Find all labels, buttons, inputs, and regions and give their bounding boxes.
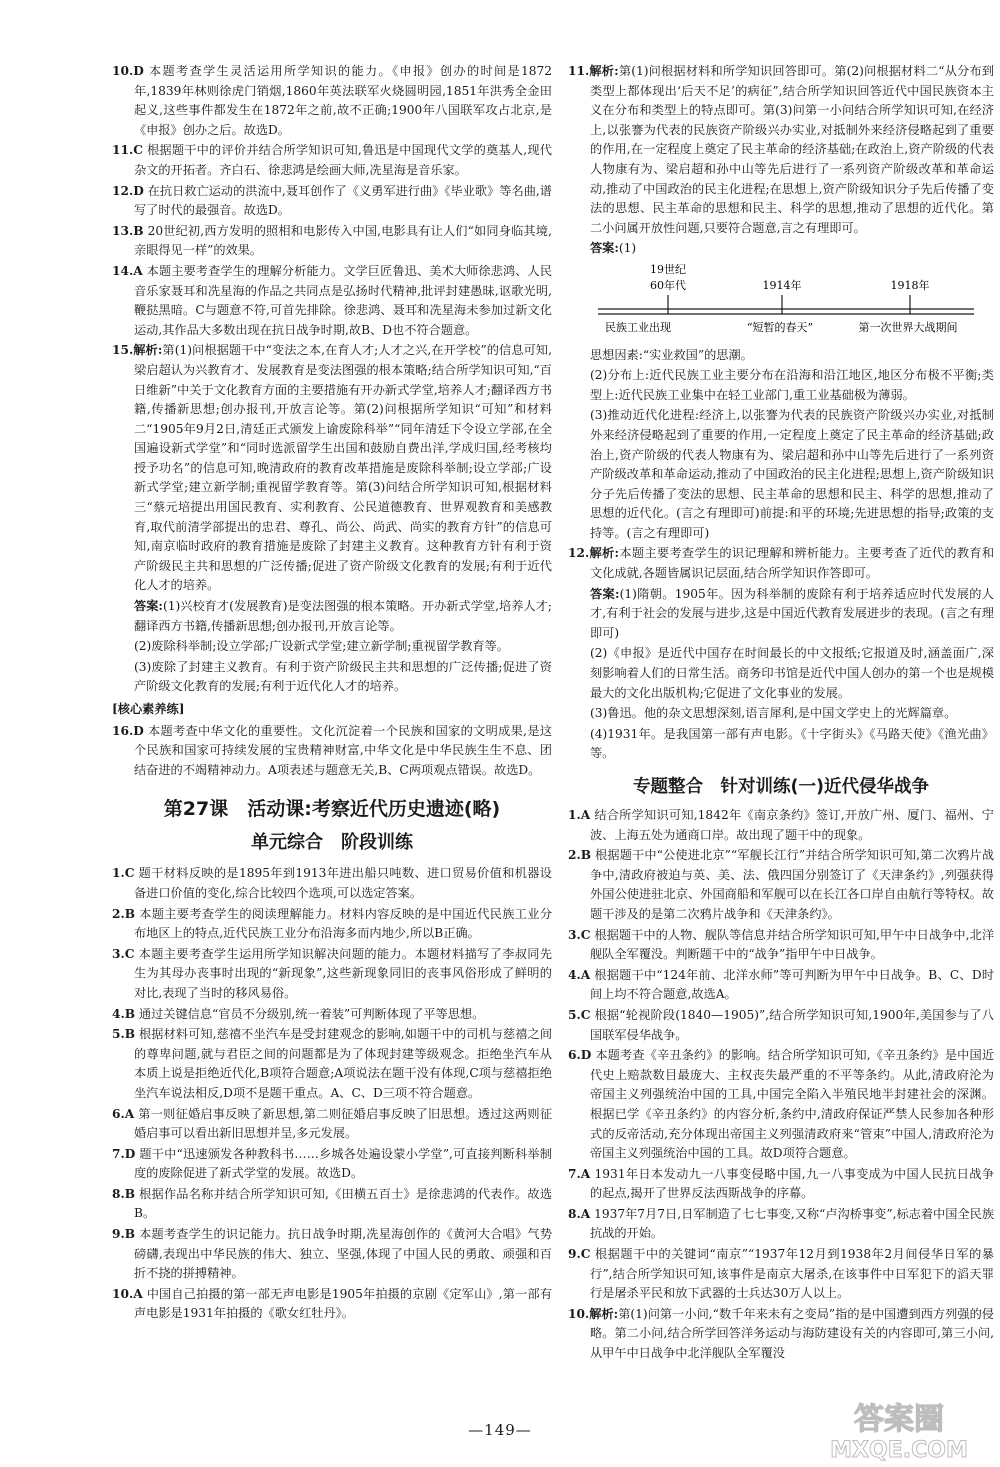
timeline-segment-3: 第一次世界大战期间 [858, 320, 958, 334]
question-11-analysis: 11.解析:第(1)问根据材料和所学知识回答即可。第(2)问根据材料二“从分布到类型上都体现出‘后天不足’的病征”,结合所学知识回答近代中国民族资本主义在分布和类型上的特点即可。第(3)问第一小问结合所学知识可知,在经济上,以张謇为代表的民族资产阶级兴办实业,对抵制外来经济侵略起到了重要的作用,在一定程度上奠定了民主革命的经济基础;在政治上,资产阶级的代表人物康有为、梁启超和孙中山等先后进行了一系列资产阶级改革和革命运动,推动了中国政治的民主化进程;在思想上,资产阶级知识分子先后传播了变法的思想、民主革命的思想和民主、科学的思想,推动了思想的近代化。第二小问属开放性问题,只要符合题意,言之有理即可。 [568, 64, 995, 235]
unit-question-5: 5.B 根据材料可知,慈禧不坐汽车是受封建观念的影响,如题干中的司机与慈禧之间的尊卑问题,就与君臣之间的问题都是为了体现封建等级观念。拒绝坐汽车从本质上说是拒绝近代化,B项符合题意;A项说法在题干没有体现,C项与慈禧拒绝坐汽车说法相反,D项不是题干重点。A、C、D三项不符合题意。 [112, 1027, 553, 1100]
special-question-8: 8.A 1937年7月7日,日军制造了七七事变,又称“卢沟桥事变”,标志着中国全民族抗战的开始。 [568, 1206, 995, 1241]
unit-title: 单元综合 阶段训练 [251, 832, 413, 854]
special-question-5: 5.C 根据“轮视阶段(1840—1905)”,结合所学知识可知,1900年,美国参与了八国联军侵华战争。 [568, 1007, 994, 1042]
unit-question-2: 2.B 本题主要考查学生的阅读理解能力。材料内容反映的是中国近代民族工业分布地区上的特点,近代民族工业分布沿海多而内地少,所以B正确。 [112, 906, 553, 941]
special-question-3: 3.C 根据题干中的人物、舰队等信息并结合所学知识可知,甲午中日战争中,北洋舰队全军覆没。判断题干中的“战争”指甲午中日战争。 [568, 927, 995, 962]
lesson-title: 第27课 活动课:考察近代历史遗迹(略) [163, 798, 501, 821]
timeline-tick-label-1a: 19世纪 [650, 262, 686, 276]
timeline-svg [590, 263, 980, 335]
question-12-analysis: 12.解析:本题主要考查学生的识记理解和辨析能力。主要考查了近代的教育和文化成就,各题皆属识记层面,结合所学知识作答即可。 [568, 546, 995, 581]
unit-question-6: 6.A 第一则征婚启事反映了新思想,第二则征婚启事反映了旧思想。透过这两则征婚启事可以看出新旧思想并呈,多元发展。 [112, 1106, 553, 1141]
question-13: 13.B 20世纪初,西方发明的照相和电影传入中国,电影具有让人们“如同身临其境,亲眼得见一样”的效果。 [112, 223, 552, 258]
timeline-tick-label-1b: 60年代 [650, 278, 686, 292]
answer-11-3: (3)推动近代化进程:经济上,以张謇为代表的民族资产阶级兴办实业,对抵制外来经济侵略起到了重要的作用,一定程度上奠定了民主革命的经济基础;政治上,资产阶级的代表人物康有为、梁启超和孙中山等先后进行了一系列资产阶级改革和革命运动,推动了中国政治的民主化进程;思想上,资产阶级知识分子先后传播了变法的思想、民主革命的思想和民主、科学的思想,推动了思想的近代化。(言之有理即可)前提:和平的环境;先进思想的指导;政策的支持等。(言之有理即可) [590, 408, 994, 540]
timeline-segment-1: 民族工业出现 [605, 320, 671, 334]
answer-12-3: (3)鲁迅。他的杂文思想深刻,语言犀利,是中国文学史上的光辉篇章。 [590, 706, 957, 721]
timeline-tick-label-3: 1918年 [890, 278, 930, 292]
special-question-6: 6.D 本题考查《辛丑条约》的影响。结合所学知识可知,《辛丑条约》是中国近代史上赔款数目最庞大、主权丧失最严重的不平等条约。从此,清政府沦为帝国主义列强统治中国的工具,中国完全陷入半殖民地半封建社会的深渊。根据已学《辛丑条约》的内容分析,条约中,清政府保证严禁人民参加各种形式的反帝活动,充分体现出帝国主义列强清政府来“管束”中国人,清政府沦为帝国主义列强统治中国的工具。故D项符合题意。 [568, 1048, 995, 1161]
watermark-text-cn: 答案圈 [854, 1402, 944, 1437]
special-question-1: 1.A 结合所学知识可知,1842年《南京条约》签订,开放广州、厦门、福州、宁波、上海五处为通商口岸。故出现了题干中的现象。 [568, 808, 994, 842]
unit-question-4: 4.B 通过关键信息“官员不分级别,统一着装”可判断体现了平等思想。 [112, 1006, 485, 1021]
special-question-7: 7.A 1931年日本发动九一八事变侵略中国,九一八事变成为中国人民抗日战争的起点,揭开了世界反法西斯战争的序幕。 [568, 1166, 994, 1201]
unit-question-3: 3.C 本题主要考查学生运用所学知识解决问题的能力。本题材料描写了李叔同先生为其母办丧事时出现的“新现象”,这些新现象同旧的丧事风俗形成了鲜明的对比,表现了当时的移风易俗。 [112, 946, 553, 1000]
special-question-2: 2.B 根据题干中“公使进北京”“军舰长江行”并结合所学知识可知,第二次鸦片战争中,清政府被迫与英、美、法、俄四国分别签订了《天津条约》,列强获得外国公使进驻北京、外国商船和军舰可以在长江各口岸自由航行等特权。故题干涉及的是第二次鸦片战争和《天津条约》。 [568, 848, 995, 921]
timeline-tick-label-2: 1914年 [762, 278, 802, 292]
answer-12-2: (2)《申报》是近代中国存在时间最长的中文报纸;它报道及时,涵盖面广,深刻影响着人们的日常生活。商务印书馆是近代中国人创办的第一个也是规模最大的文化出版机构;它促进了文化事业的发展。 [590, 646, 994, 700]
question-12: 12.D 在抗日救亡运动的洪流中,聂耳创作了《义勇军进行曲》《毕业歌》等名曲,谱写了时代的最强音。故选D。 [112, 183, 552, 218]
question-11: 11.C 根据题干中的评价并结合所学知识可知,鲁迅是中国现代文学的奠基人,现代杂文的开拓者。齐白石、徐悲鸿是绘画大师,冼星海是音乐家。 [112, 143, 552, 177]
timeline-diagram [590, 263, 994, 342]
special-question-4: 4.A 根据题干中“124年前、北洋水师”等可判断为甲午中日战争。B、C、D时间上均不符合题意,故选A。 [568, 967, 995, 1002]
answer-15-3: (3)废除了封建主义教育。有利于资产阶级民主共和思想的广泛传播;促进了资产阶级文化教育的发展;有利于近代化人才的培养。 [134, 659, 552, 694]
question-16: 16.D 本题考查中华文化的重要性。文化沉淀着一个民族和国家的文明成果,是这个民族和国家可持续发展的宝贵精神财富,中华文化是中华民族生生不息、团结奋进的不竭精神动力。A项表述与题意无关,B、C两项观点错误。故选D。 [112, 723, 553, 777]
answer-11-2: (2)分布上:近代民族工业主要分布在沿海和沿江地区,地区分布极不平衡;类型上:近代民族工业集中在轻工业部门,重工业基础极为薄弱。 [590, 368, 994, 402]
question-14: 14.A 本题主要考查学生的理解分析能力。文学巨匠鲁迅、美术大师徐悲鸿、人民音乐家聂耳和冼星海的作品之共同点是弘扬时代精神,批评封建愚昧,讴歌光明,鞭挞黑暗。C与题意不符,可首先排除。徐悲鸿、聂耳和冼星海未参加过新文化运动,其作品大多数出现在抗日战争时期,故B、D也不符合题意。 [112, 263, 553, 337]
left-column [112, 62, 552, 1325]
special-question-10: 10.解析:第(1)问第一小问,“数千年来未有之变局”指的是中国遭到西方列强的侵略。第二小问,结合所学回答洋务运动与海防建设有关的内容即可,第三小问,从甲午中日战争中北洋舰队全军覆没 [568, 1306, 994, 1361]
answer-15-2: (2)废除科举制;设立学部;广设新式学堂;建立新学制;重视留学教育等。 [134, 639, 509, 654]
right-column [568, 62, 994, 1365]
question-15: 15.解析:第(1)问根据题干中“变法之本,在育人才;人才之兴,在开学校”的信息可知,梁启超认为兴教育才、发展教育是变法图强的根本策略;结合所学知识可知,“百日维新”中关于文化教育方面的主要措施有开办新式学堂,培养人才;翻译西方书籍,传播新思想;创办报刊,开放言论等。第(2)问根据所学知识“可知”和材料二“1905年9月2日,清廷正式颁发上谕废除科举”“同年清廷下令设立学部,在全国遍设新式学堂”和“同时选派留学生出国和鼓励自费出洋,学成归国,经考核均授予功名”的信息可知,晚清政府的教育改革措施是废除科举制;设立学部;广设新式学堂;建立新学制;重视留学教育等。第(3)问结合所学知识可知,根据材料三“蔡元培提出用国民教育、实利教育、公民道德教育、世界观教育和美感教育,取代前清学部提出的忠君、尊孔、尚公、尚武、尚实的教育方针”的信息可知,南京临时政府的教育措施是废除了封建主义教育。这种教育方针有利于资产阶级民主共和思想的广泛传播;促进了资产阶级文化教育的发展;有利于近代化人才的培养。 [112, 343, 553, 593]
answer-12-4: (4)1931年。是我国第一部有声电影。《十字街头》《马路天使》《渔光曲》等。 [590, 726, 994, 761]
watermark-text-en: MXQE.COM [830, 1438, 968, 1463]
answer-12-1: 答案:(1)隋朝。1905年。因为科举制的废除有利于培养适应时代发展的人才,有利于社会的发展与进步,这是中国近代教育发展进步的表现。(言之有理即可) [590, 586, 994, 640]
question-10: 10.D 本题考查学生灵活运用所学知识的能力。《申报》创办的时间是1872年,1839年林则徐虎门销烟,1860年英法联军火烧圆明园,1851年洪秀全金田起义,这些事件都发生在1872年之前,故不正确;1900年八国联军攻占北京,是《申报》创办之后。故选D。 [112, 64, 553, 137]
answer-11-1-label: 答案:(1) [590, 241, 637, 256]
page-number: —149— [468, 1421, 532, 1439]
unit-question-10: 10.A 中国自己拍摄的第一部无声电影是1905年拍摄的京剧《定军山》,第一部有声电影是1931年拍摄的《歌女红牡丹》。 [112, 1286, 553, 1321]
watermark-logo [804, 1395, 994, 1463]
unit-question-1: 1.C 题干材料反映的是1895年到1913年进出船只吨数、进口贸易价值和机器设备进口价值的变化,综合比较四个选项,可以选定答案。 [112, 866, 552, 900]
special-question-9: 9.C 根据题干中的关键词“南京”“1937年12月到1938年2月间侵华日军的暴行”,结合所学知识可知,该事件是南京大屠杀,在该事件中日军犯下的滔天罪行是屠杀平民和放下武器的士兵达30万人以上。 [568, 1247, 994, 1301]
answer-11-thought: 思想因素:“实业救国”的思潮。 [590, 347, 753, 362]
core-literacy-tag: [核心素养练] [112, 702, 185, 716]
special-topic-title: 专题整合 针对训练(一)近代侵华战争 [633, 777, 929, 797]
answer-15-1: 答案:(1)兴校育才(发展教育)是变法图强的根本策略。开办新式学堂,培养人才;翻译西方书籍,传播新思想;创办报刊,开放言论等。 [134, 599, 552, 633]
unit-question-7: 7.D 题干中“迅速颁发各种教科书……乡城各处遍设蒙小学堂”,可直接判断科举制度的废除促进了新式学堂的发展。故选D。 [112, 1146, 552, 1181]
timeline-segment-2: “短暂的春天” [746, 320, 814, 334]
unit-question-9: 9.B 本题考查学生的识记能力。抗日战争时期,冼星海创作的《黄河大合唱》气势磅礴,表现出中华民族的伟大、独立、坚强,体现了中国人民的勇敢、顽强和百折不挠的拼搏精神。 [112, 1227, 553, 1281]
unit-question-8: 8.B 根据作品名称并结合所学知识可知,《田横五百士》是徐悲鸿的代表作。故选B。 [112, 1186, 553, 1221]
